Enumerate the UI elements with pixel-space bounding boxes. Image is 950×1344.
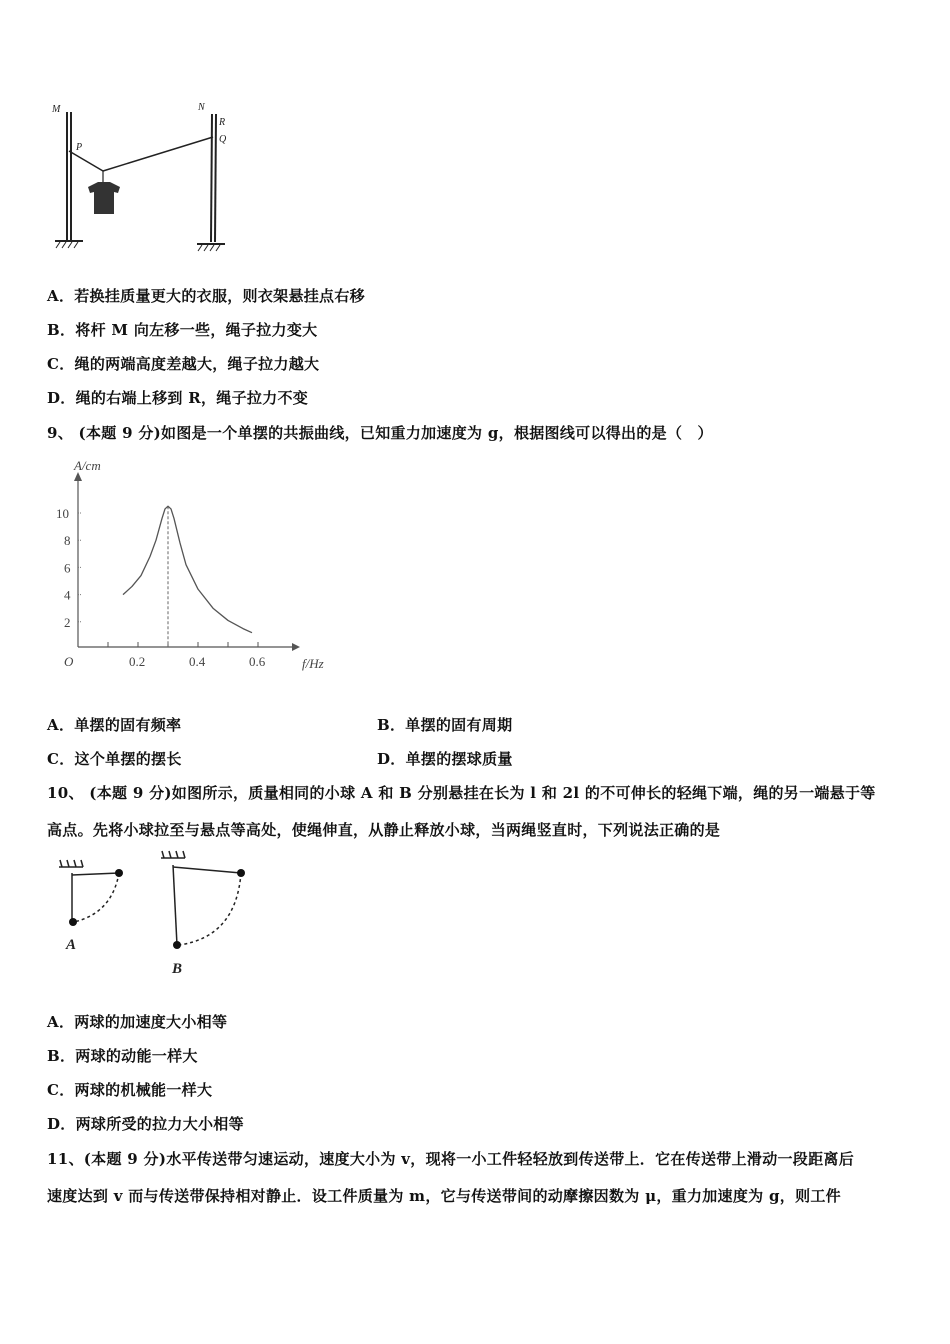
q9-option-d: D．单摆的摆球质量 [377, 750, 513, 768]
label-P: P [76, 142, 83, 153]
y-tick-label: 4 [64, 587, 71, 603]
q8-option-c: C．绳的两端高度差越大，绳子拉力越大 [47, 355, 320, 373]
q10-stem-line2: 高点。先将小球拉至与悬点等高处，使绳伸直，从静止释放小球，当两绳竖直时，下列说法正确的是 [47, 821, 721, 839]
clothesline-figure [40, 90, 260, 260]
label-M: M [52, 104, 61, 115]
label-Q: Q [219, 134, 227, 145]
label-N: N [198, 102, 205, 113]
q9-stem: 9、 (本题 9 分)如图是一个单摆的共振曲线，已知重力加速度为 g，根据图线可以得出的是（ ） [47, 424, 713, 442]
q11-line2: 速度达到 v 而与传送带保持相对静止．设工件质量为 m，它与传送带间的动摩擦因数为 μ，重力加速度为 g，则工件 [47, 1187, 841, 1205]
origin-label: O [64, 654, 74, 669]
q10-stem-line1: 10、 (本题 9 分)如图所示，质量相同的小球 A 和 B 分别悬挂在长为 l 和 2l 的不可伸长的轻绳下端，绳的另一端悬于等 [47, 784, 876, 802]
q9-option-b: B．单摆的固有周期 [377, 716, 513, 734]
q9-option-c: C．这个单摆的摆长 [47, 750, 182, 768]
y-tick-label: 8 [64, 533, 71, 549]
y-tick-label: 6 [64, 560, 71, 576]
q8-option-a: A．若换挂质量更大的衣服，则衣架悬挂点右移 [47, 287, 365, 305]
q9-option-a: A．单摆的固有频率 [47, 716, 182, 734]
q8-option-d: D．绳的右端上移到 R，绳子拉力不变 [47, 389, 309, 407]
x-tick-label: 0.4 [189, 654, 206, 669]
y-tick-label: 2 [64, 614, 71, 630]
label-B: B [172, 961, 183, 977]
q10-option-d: D．两球所受的拉力大小相等 [47, 1115, 244, 1133]
resonance-curve [123, 506, 252, 632]
label-A: A [66, 937, 77, 953]
q10-option-a: A．两球的加速度大小相等 [47, 1013, 228, 1031]
shirt-icon [88, 182, 120, 214]
y-axis-label: A/cm [74, 458, 101, 473]
y-tick-label: 10 [56, 506, 69, 521]
q11-line1: 11、(本题 9 分)水平传送带匀速运动，速度大小为 v，现将一小工件轻轻放到传送带上．它在传送带上滑动一段距离后 [47, 1150, 854, 1168]
q8-option-b: B．将杆 M 向左移一些，绳子拉力变大 [47, 321, 318, 339]
resonance-chart [40, 450, 340, 680]
x-tick-label: 0.6 [249, 654, 266, 669]
q10-option-b: B．两球的动能一样大 [47, 1047, 198, 1065]
y-axis-arrow [74, 472, 82, 481]
pendulum-figure [50, 845, 260, 980]
x-tick-label: 0.2 [129, 654, 146, 669]
q10-option-c: C．两球的机械能一样大 [47, 1081, 213, 1099]
x-axis-arrow [292, 643, 300, 651]
x-axis-label: f/Hz [302, 656, 324, 671]
label-R: R [219, 117, 226, 128]
